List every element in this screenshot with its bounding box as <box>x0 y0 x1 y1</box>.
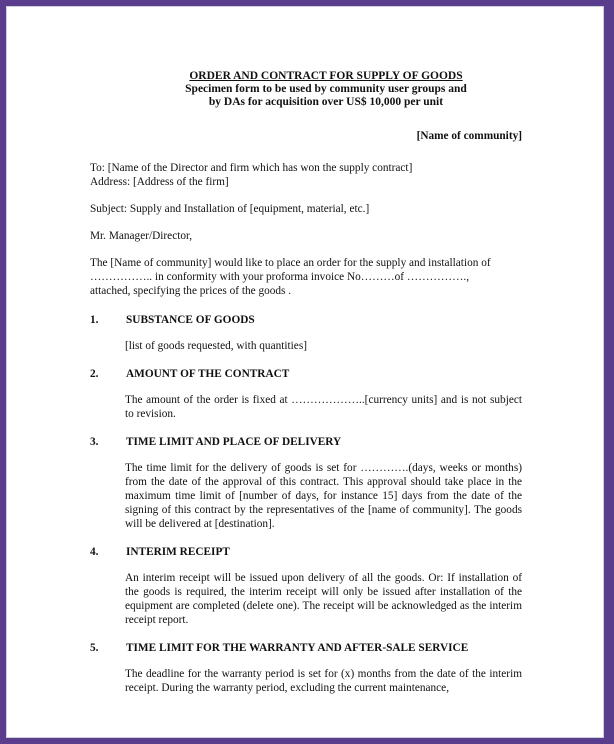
document-content <box>90 70 522 695</box>
document-header <box>130 70 522 109</box>
section-2 <box>90 367 522 421</box>
section-body: The deadline for the warranty period is set for (x) months from the date of the interim receipt. During the warranty period, excluding the current maintenance, <box>125 668 522 694</box>
section-heading <box>90 435 522 449</box>
section-number: 3. <box>90 436 99 448</box>
section-title: TIME LIMIT FOR THE WARRANTY AND AFTER-SALE SERVICE <box>126 642 469 654</box>
recipient-to: To: [Name of the Director and firm which has won the supply contract] <box>90 162 413 174</box>
section-number: 1. <box>90 314 99 326</box>
document-subtitle-line2: by DAs for acquisition over US$ 10,000 per unit <box>208 96 444 108</box>
section-3 <box>90 435 522 531</box>
section-heading <box>90 367 522 381</box>
intro-paragraph <box>90 256 522 298</box>
recipient-address: Address: [Address of the firm] <box>90 176 229 188</box>
section-title: AMOUNT OF THE CONTRACT <box>126 368 290 380</box>
section-body: The time limit for the delivery of goods is set for ………….(days, weeks or months) from the date of the approval of this contract. This approval should take place in the maximum time limit of [number of days, for instance 15] days from the date of the signing of this contract by the representatives of the [name of community]. The goods will be delivered at [destination]. <box>125 462 522 530</box>
section-body: An interim receipt will be issued upon delivery of all the goods. Or: If installation of the goods is required, the interim receipt will only be issued after installation of the equipment are completed (delete one). The receipt will be acknowledged as the interim receipt report. <box>125 572 522 626</box>
section-heading <box>90 545 522 559</box>
greeting: Mr. Manager/Director, <box>90 230 193 242</box>
section-body: The amount of the order is fixed at ………………..[currency units] and is not subject to revision. <box>125 394 522 420</box>
section-number: 5. <box>90 642 99 654</box>
section-heading <box>90 313 522 327</box>
section-5 <box>90 641 522 695</box>
document-subtitle-line1: Specimen form to be used by community user groups and <box>185 83 467 95</box>
section-body: [list of goods requested, with quantities] <box>125 340 307 352</box>
intro-line: attached, specifying the prices of the goods . <box>90 285 292 297</box>
document-page <box>6 6 604 738</box>
intro-line: The [Name of community] would like to place an order for the supply and installation of <box>90 257 491 269</box>
section-1 <box>90 313 522 353</box>
section-heading <box>90 641 522 655</box>
section-title: INTERIM RECEIPT <box>126 546 230 558</box>
recipient-block <box>90 161 522 189</box>
subject-line: Subject: Supply and Installation of [equipment, material, etc.] <box>90 203 370 215</box>
section-4 <box>90 545 522 627</box>
community-name-tag: [Name of community] <box>416 130 522 142</box>
section-number: 2. <box>90 368 99 380</box>
section-title: TIME LIMIT AND PLACE OF DELIVERY <box>126 436 342 448</box>
document-title: ORDER AND CONTRACT FOR SUPPLY OF GOODS <box>189 70 463 82</box>
intro-line: …………….. in conformity with your proforma invoice No………of ……………., <box>90 271 470 283</box>
section-title: SUBSTANCE OF GOODS <box>126 314 255 326</box>
section-number: 4. <box>90 546 99 558</box>
